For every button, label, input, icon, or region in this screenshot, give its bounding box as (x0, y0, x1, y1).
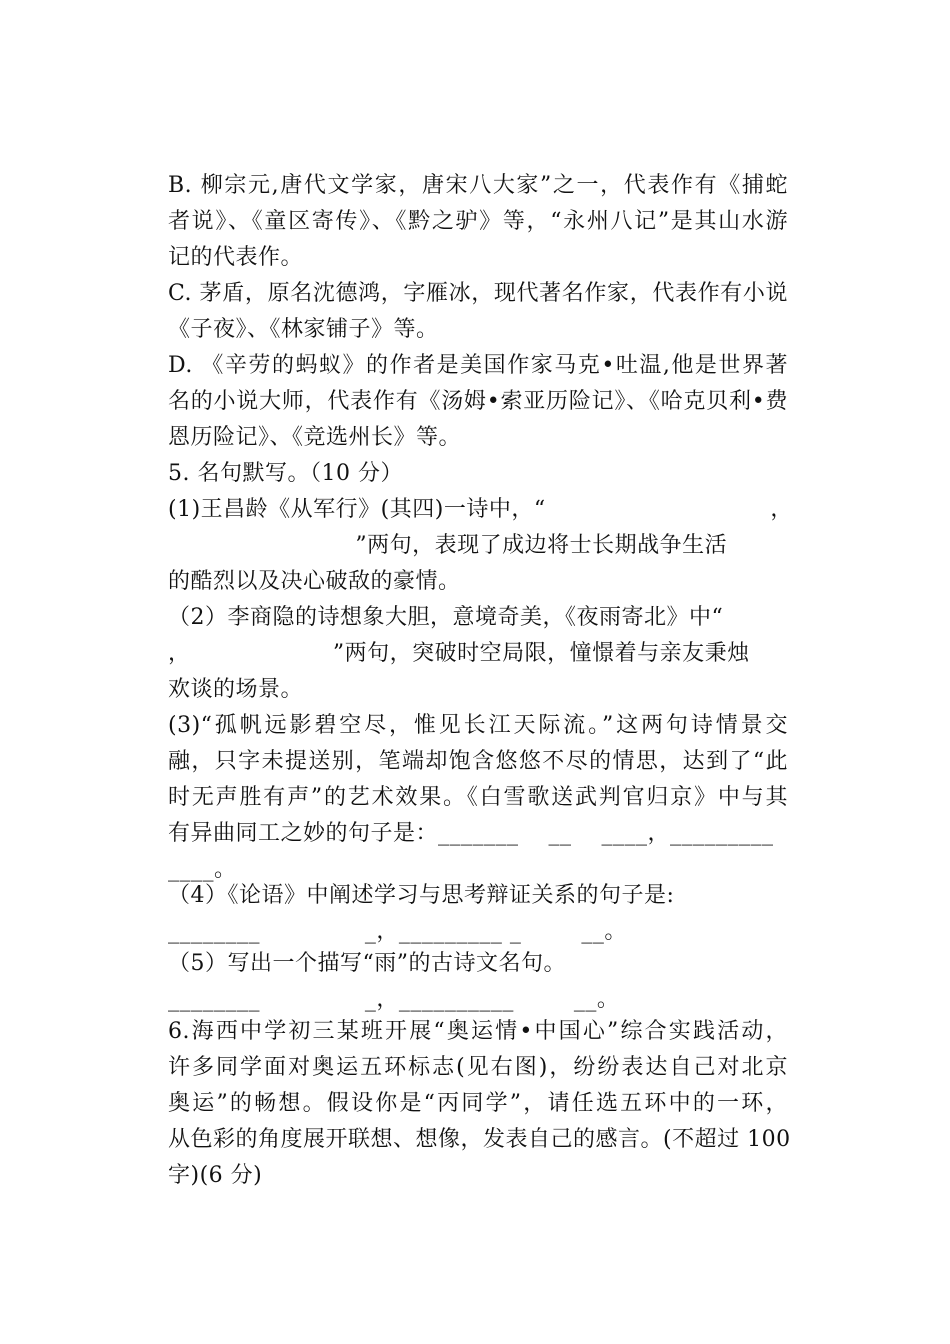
q5-3-line-2: 融，只字未提送别，笔端却饱含悠悠不尽的情思，达到了“此 (168, 749, 788, 774)
q5-1-line-3: 的酷烈以及决心破敌的豪情。 (168, 569, 461, 594)
q5-3-line-3: 时无声胜有声”的艺术效果。《白雪歌送武判官归京》中与其 (168, 785, 788, 810)
question-6-line-2: 许多同学面对奥运五环标志(见右图)，纷纷表达自己对北京 (168, 1055, 788, 1080)
q5-2-line-3: 欢谈的场景。 (168, 677, 304, 702)
q5-5-answer-line: ________ _，__________ __。 (168, 987, 620, 1012)
q5-2-line-2: ， ”两句，突破时空局限，憧憬着与亲友秉烛 (168, 641, 750, 666)
option-c-line-2: 《子夜》、《林家铺子》等。 (168, 317, 439, 342)
question-6-line-1: 6.海西中学初三某班开展“奥运情•中国心”综合实践活动， (168, 1019, 788, 1044)
option-b-line-1: B. 柳宗元,唐代文学家，唐宋八大家”之一，代表作有《捕蛇 (168, 173, 788, 198)
option-d-line-2: 名的小说大师，代表作有《汤姆•索亚历险记》、《哈克贝利•费 (168, 389, 788, 414)
option-d-line-3: 恩历险记》、《竞选州长》等。 (168, 425, 462, 450)
q5-3-line-4: 有异曲同工之妙的句子是：_______ __ ____，_________ (168, 821, 774, 846)
q5-1-line-2: ”两句，表现了成边将士长期战争生活 (168, 533, 728, 558)
q5-1-line-1: (1)王昌龄《从军行》(其四)一诗中，“ ， (168, 497, 793, 522)
option-d-line-1: D. 《辛劳的蚂蚁》的作者是美国作家马克•吐温,他是世界著 (168, 353, 788, 378)
question-6-line-5: 字)(6 分) (168, 1163, 263, 1188)
q5-5-line-1: （5）写出一个描写“雨”的古诗文名句。 (168, 951, 566, 976)
question-5-title: 5. 名句默写。（10 分） (168, 461, 403, 486)
option-b-line-3: 记的代表作。 (168, 245, 304, 270)
q5-3-line-5: ____。 (168, 857, 237, 882)
option-b-line-2: 者说》、《童区寄传》、《黔之驴》等，“永州八记”是其山水游 (168, 209, 788, 234)
q5-3-line-1: (3)“孤帆远影碧空尽，惟见长江天际流。”这两句诗情景交 (168, 713, 788, 738)
question-6-line-4: 从色彩的角度展开联想、想像，发表自己的感言。(不超过 100 (168, 1127, 791, 1152)
option-c-line-1: C. 茅盾，原名沈德鸿，字雁冰，现代著名作家，代表作有小说 (168, 281, 788, 306)
q5-4-answer-line: ________ _，_________ _ __。 (168, 919, 627, 944)
question-6-line-3: 奥运”的畅想。假设你是“丙同学”，请任选五环中的一环， (168, 1091, 788, 1116)
q5-2-line-1: （2）李商隐的诗想象大胆，意境奇美，《夜雨寄北》中“ (168, 605, 724, 630)
q5-4-line-1: （4）《论语》中阐述学习与思考辩证关系的句子是: (168, 883, 675, 908)
